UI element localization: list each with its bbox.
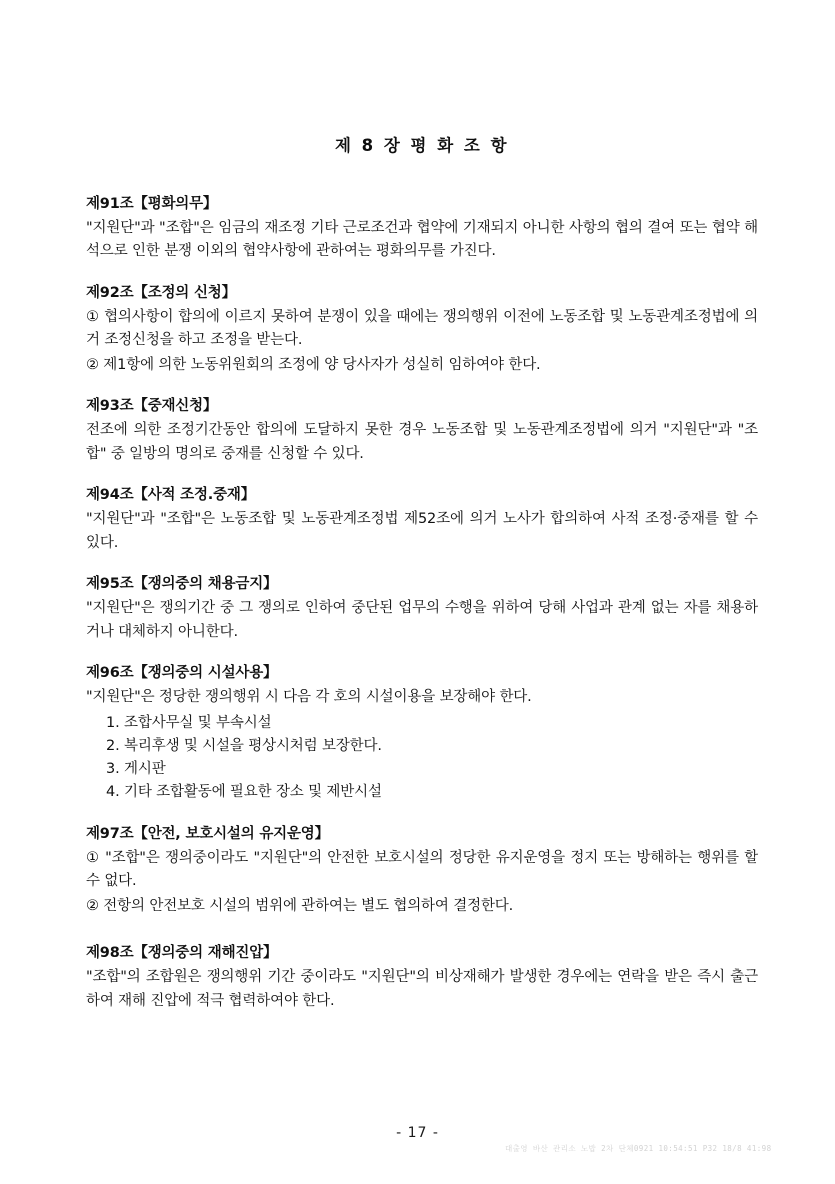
article-98 <box>86 941 758 1013</box>
article-97 <box>86 822 758 918</box>
article-95 <box>86 572 758 644</box>
article-paragraph: "지원단"은 정당한 쟁의행위 시 다음 각 호의 시설이용을 보장해야 한다. <box>86 689 532 706</box>
article-96 <box>86 661 758 804</box>
page-footer <box>0 1122 835 1141</box>
article-91 <box>86 192 758 264</box>
chapter-title: 제 8 장 평 화 조 항 <box>334 136 510 155</box>
article-item-list <box>86 712 758 805</box>
article-heading: 제91조【평화의무】 <box>86 196 218 212</box>
article-paragraph: ① 협의사항이 합의에 이르지 못하여 분쟁이 있을 때에는 쟁의행위 이전에 노동조합 및 노동관계조정법에 의거 조정신청을 하고 조정을 받는다. <box>86 308 758 349</box>
list-item: 4. 기타 조합활동에 필요한 장소 및 제반시설 <box>106 784 382 801</box>
article-paragraph: 전조에 의한 조정기간동안 합의에 도달하지 못한 경우 노동조합 및 노동관계조정법에 의거 "지원단"과 "조합" 중 일방의 명의로 중재를 신청할 수 있다. <box>86 422 758 462</box>
article-92 <box>86 281 758 377</box>
article-heading: 제95조【쟁의중의 채용금지】 <box>86 576 278 593</box>
article-heading: 제98조【쟁의중의 재해진압】 <box>86 945 278 962</box>
list-item: 2. 복리후생 및 시설을 평상시처럼 보장한다. <box>106 738 382 754</box>
article-heading: 제94조【사적 조정.중재】 <box>86 487 255 504</box>
page-content <box>86 132 758 1030</box>
article-paragraph: "조합"의 조합원은 쟁의행위 기간 중이라도 "지원단"의 비상재해가 발생한 경우에는 연락을 받은 즉시 출근하여 재해 진압에 적극 협력하여야 한다. <box>86 969 758 1009</box>
scan-stamp-text: 대출영 바산 관리소 노밥 2차 단체0921 10:54:51 P32 18/8 41:98 <box>505 1144 772 1153</box>
page-number: - 17 - <box>396 1125 439 1141</box>
list-item: 3. 게시판 <box>106 761 166 778</box>
article-93 <box>86 394 758 466</box>
article-paragraph: "지원단"은 쟁의기간 중 그 쟁의로 인하여 중단된 업무의 수행을 위하여 당해 사업과 관계 없는 자를 채용하거나 대체하지 아니한다. <box>86 600 758 640</box>
article-heading: 제96조【쟁의중의 시설사용】 <box>86 665 278 682</box>
article-paragraph: "지원단"과 "조합"은 임금의 재조정 기타 근로조건과 협약에 기재되지 아니한 사항의 협의 결여 또는 협약 해석으로 인한 분쟁 이외의 협약사항에 관하여는 평화의무를 가진다. <box>86 220 758 260</box>
article-heading: 제92조【조정의 신청】 <box>86 284 236 301</box>
article-paragraph: "지원단"과 "조합"은 노동조합 및 노동관계조정법 제52조에 의거 노사가 합의하여 사적 조정·중재를 할 수 있다. <box>86 511 758 551</box>
list-item: 1. 조합사무실 및 부속시설 <box>106 714 272 731</box>
article-heading: 제93조【중재신청】 <box>86 398 218 415</box>
article-94 <box>86 483 758 555</box>
article-paragraph: ① "조합"은 쟁의중이라도 "지원단"의 안전한 보호시설의 정당한 유지운영을 정지 또는 방해하는 행위를 할 수 없다. <box>86 849 758 890</box>
article-paragraph: ② 전항의 안전보호 시설의 범위에 관하여는 별도 협의하여 결정한다. <box>86 897 514 914</box>
article-paragraph: ② 제1항에 의한 노동위원회의 조정에 양 당사자가 성실히 임하여야 한다. <box>86 356 541 373</box>
article-heading: 제97조【안전, 보호시설의 유지운영】 <box>86 825 329 842</box>
